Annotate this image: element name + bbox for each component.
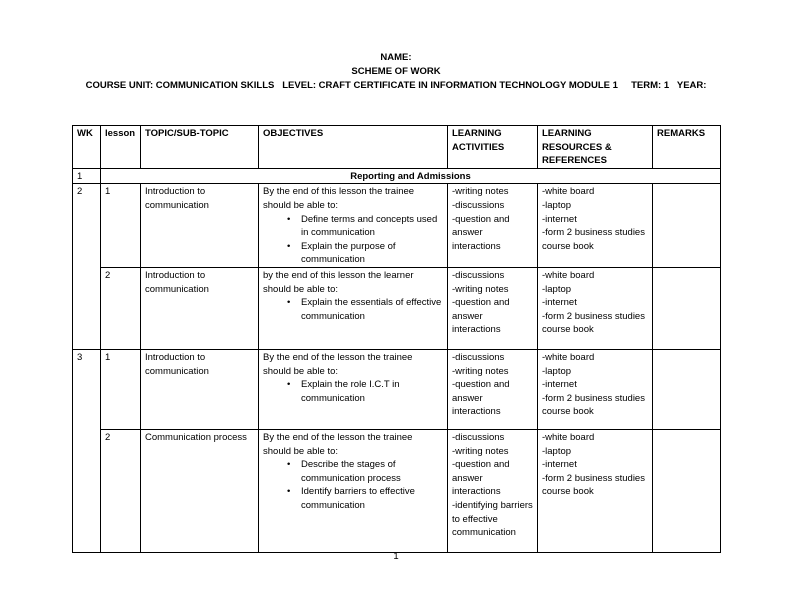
document-title: SCHEME OF WORK: [351, 66, 441, 77]
resource-item: -internet: [542, 379, 577, 391]
lesson-number: 2: [101, 267, 141, 349]
remarks-cell: [653, 429, 721, 552]
objectives-cell: [259, 184, 448, 268]
objective-intro: By the end of the lesson the trainee should be able to:: [263, 431, 413, 457]
activity-item: -identifying barriers to effective communication: [452, 499, 533, 539]
activities-cell: [448, 184, 538, 268]
resources-cell: [538, 184, 653, 268]
objectives-cell: [259, 349, 448, 429]
resource-item: -internet: [542, 213, 577, 225]
week-number: 1: [73, 168, 101, 184]
lesson-number: 1: [101, 184, 141, 268]
resource-item: -form 2 business studies course book: [542, 392, 645, 418]
page-number: 1: [393, 551, 399, 562]
lesson-number: 1: [101, 349, 141, 429]
activities-cell: [448, 267, 538, 349]
scheme-of-work-table: [72, 125, 721, 553]
activity-item: -writing notes: [452, 365, 509, 377]
course-info: COURSE UNIT: COMMUNICATION SKILLS LEVEL: CRAFT CERTIFICATE IN INFORMATION TECHNOLOGY MODULE 1 TERM: 1 YEAR:: [85, 80, 707, 91]
col-header-lesson: lesson: [101, 126, 141, 169]
resources-cell: [538, 349, 653, 429]
activity-item: -discussions: [452, 431, 505, 443]
topic-cell: Introduction to communication: [141, 349, 259, 429]
resources-cell: [538, 429, 653, 552]
objectives-cell: [259, 267, 448, 349]
topic-cell: Communication process: [141, 429, 259, 552]
col-header-topic: TOPIC/SUB-TOPIC: [141, 126, 259, 169]
objective-item: • Explain the purpose of communication: [301, 240, 443, 267]
table-header-row: [73, 126, 721, 169]
activity-item: -question and answer interactions: [452, 379, 510, 418]
col-header-remarks: REMARKS: [653, 126, 721, 169]
objectives-list: [263, 296, 443, 323]
resource-item: -internet: [542, 297, 577, 309]
activity-item: -writing notes: [452, 283, 509, 295]
lesson-number: 2: [101, 429, 141, 552]
objective-intro: by the end of this lesson the learner should be able to:: [263, 269, 414, 295]
resource-item: -white board: [542, 269, 595, 281]
activity-item: -question and answer interactions: [452, 297, 510, 336]
activity-item: -writing notes: [452, 186, 509, 198]
objective-item: • Describe the stages of communication process: [301, 458, 443, 485]
resource-item: -laptop: [542, 199, 572, 211]
activity-item: -discussions: [452, 351, 505, 363]
objective-item: • Explain the essentials of effective communication: [301, 296, 443, 323]
objectives-cell: [259, 429, 448, 552]
objective-item: • Explain the role I.C.T in communication: [301, 378, 443, 405]
objective-item: • Identify barriers to effective communication: [301, 485, 443, 512]
objective-intro: By the end of the lesson the trainee should be able to:: [263, 351, 413, 377]
col-header-activities: LEARNING ACTIVITIES: [448, 126, 538, 169]
activity-item: -question and answer interactions: [452, 213, 510, 252]
resource-item: -form 2 business studies course book: [542, 310, 645, 336]
week-number: 3: [73, 349, 101, 552]
resource-item: -form 2 business studies course book: [542, 227, 645, 252]
activities-cell: [448, 429, 538, 552]
objectives-list: [263, 458, 443, 512]
name-label: NAME:: [380, 52, 412, 63]
resource-item: -white board: [542, 186, 595, 198]
objective-item: • Define terms and concepts used in communication: [301, 213, 443, 240]
col-header-objectives: OBJECTIVES: [259, 126, 448, 169]
week-1-row: [73, 168, 721, 184]
table-row: [73, 349, 721, 429]
remarks-cell: [653, 349, 721, 429]
objectives-list: [263, 213, 443, 267]
activities-cell: [448, 349, 538, 429]
table-row: [73, 429, 721, 552]
activity-item: -question and answer interactions: [452, 459, 510, 498]
table-row: [73, 267, 721, 349]
activity-item: -discussions: [452, 199, 505, 211]
col-header-wk: WK: [73, 126, 101, 169]
week-1-label: Reporting and Admissions: [101, 168, 721, 184]
objective-intro: By the end of this lesson the trainee should be able to:: [263, 186, 415, 211]
resource-item: -laptop: [542, 445, 572, 457]
table-row: [73, 184, 721, 268]
remarks-cell: [653, 184, 721, 268]
topic-cell: Introduction to communication: [141, 267, 259, 349]
objectives-list: [263, 378, 443, 405]
activity-item: -writing notes: [452, 445, 509, 457]
resource-item: -form 2 business studies course book: [542, 472, 645, 498]
resource-item: -laptop: [542, 283, 572, 295]
resource-item: -laptop: [542, 365, 572, 377]
resource-item: -white board: [542, 431, 595, 443]
resource-item: -internet: [542, 459, 577, 471]
topic-cell: Introduction to communication: [141, 184, 259, 268]
week-number: 2: [73, 184, 101, 350]
resources-cell: [538, 267, 653, 349]
resource-item: -white board: [542, 351, 595, 363]
remarks-cell: [653, 267, 721, 349]
activity-item: -discussions: [452, 269, 505, 281]
col-header-resources: LEARNING RESOURCES & REFERENCES: [538, 126, 653, 169]
